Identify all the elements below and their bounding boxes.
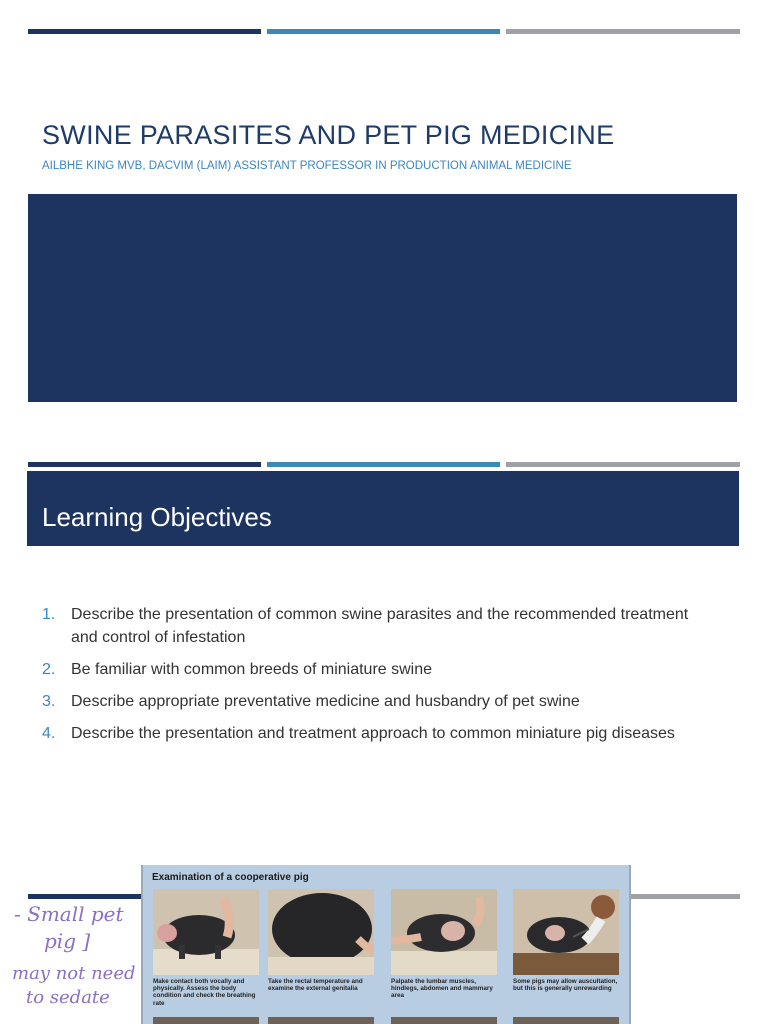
pig-photo [391, 1017, 497, 1024]
handwritten-note [4, 904, 144, 1024]
gray-accent-bar [506, 462, 740, 467]
list-number: 2. [42, 661, 56, 678]
slide-title: SWINE PARASITES AND PET PIG MEDICINE [42, 120, 615, 150]
figure-caption: Make contact both vocally and physically. Assess the body condition and check the breathing rate [153, 978, 256, 1007]
title-color-panel [28, 194, 737, 402]
list-item [42, 658, 692, 681]
list-number: 4. [42, 725, 56, 742]
pig-photo [153, 889, 259, 975]
note-line: to sedate [26, 987, 110, 1008]
list-number: 3. [42, 693, 56, 710]
slide-heading: Learning Objectives [42, 502, 272, 532]
list-item [42, 603, 692, 649]
objectives-slide [0, 420, 768, 1024]
list-item [42, 690, 692, 713]
list-text: Describe the presentation of common swine parasites and the recommended treatment and control of infestation [71, 606, 689, 646]
note-line: may not need [12, 963, 136, 984]
pig-photo [268, 1017, 374, 1024]
note-line: - Small pet [14, 902, 124, 926]
figure-caption: Take the rectal temperature and examine the external genitalia [268, 978, 363, 993]
exam-figure [141, 865, 631, 1024]
blue-accent-bar [267, 29, 500, 34]
blue-accent-bar [267, 462, 500, 467]
title-slide [0, 0, 768, 420]
list-number: 1. [42, 606, 56, 623]
slide-subtitle: AILBHE KING MVB, DACVIM (LAIM) ASSISTANT PROFESSOR IN PRODUCTION ANIMAL MEDICINE [42, 160, 572, 172]
pig-photo [268, 889, 374, 975]
list-item [42, 722, 692, 745]
navy-accent-bar [28, 462, 261, 467]
navy-accent-bar [28, 29, 261, 34]
list-text: Describe appropriate preventative medicine and husbandry of pet swine [71, 693, 580, 710]
note-line: pig ] [44, 929, 91, 953]
pig-photo [391, 889, 497, 975]
heading-panel [27, 471, 739, 546]
top-accent-bars [28, 462, 740, 467]
figure-title: Examination of a cooperative pig [152, 872, 309, 883]
pig-photo [153, 1017, 259, 1024]
objectives-list [42, 603, 692, 754]
gray-accent-bar [506, 29, 740, 34]
pig-photo [513, 889, 619, 975]
figure-caption: Palpate the lumbar muscles, hindlegs, abdomen and mammary area [391, 978, 493, 1000]
pig-photo [513, 1017, 619, 1024]
list-text: Describe the presentation and treatment approach to common miniature pig diseases [71, 725, 675, 742]
top-accent-bars [28, 29, 740, 34]
figure-caption: Some pigs may allow auscultation, but this is generally unrewarding [513, 978, 618, 993]
list-text: Be familiar with common breeds of miniature swine [71, 661, 433, 678]
